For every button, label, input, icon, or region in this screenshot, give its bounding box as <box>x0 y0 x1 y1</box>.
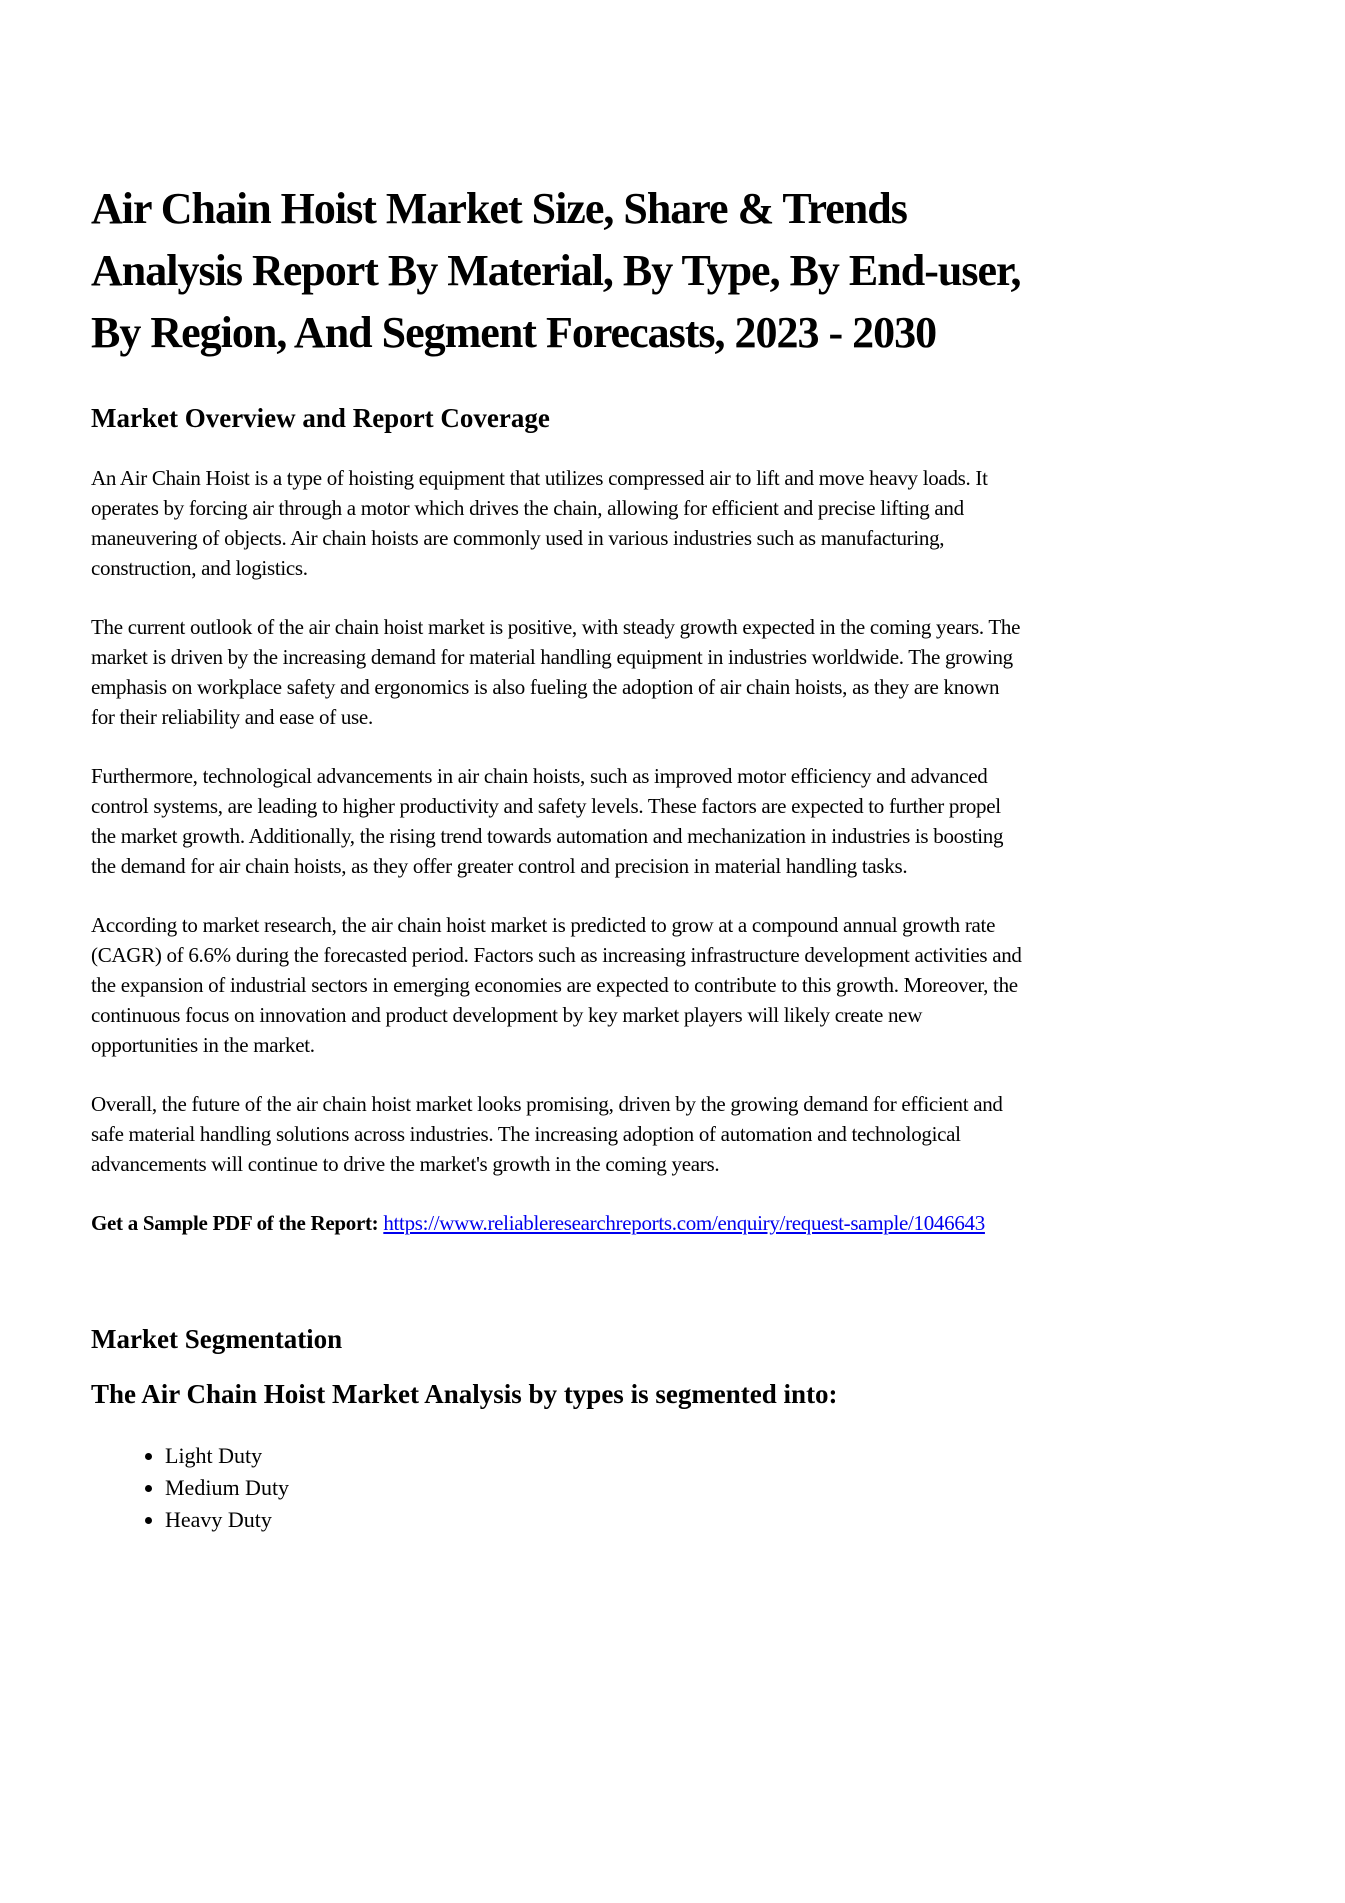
types-list <box>91 1440 1026 1536</box>
sample-report-link[interactable]: https://www.reliableresearchreports.com/enquiry/request-sample/1046643 <box>383 1211 985 1235</box>
overview-paragraph-2: The current outlook of the air chain hoist market is positive, with steady growth expected in the coming years. The market is driven by the increasing demand for material handling equipment in industries worldwide. The growing emphasis on workplace safety and ergonomics is also fueling the adoption of air chain hoists, as they are known for their reliability and ease of use. <box>91 615 1021 729</box>
overview-paragraph-5: Overall, the future of the air chain hoist market looks promising, driven by the growing demand for efficient and safe material handling solutions across industries. The increasing adoption of automation and technological advancements will continue to drive the market's growth in the coming years. <box>91 1092 1003 1176</box>
section-heading-overview: Market Overview and Report Coverage <box>91 403 550 433</box>
report-document <box>91 0 1026 1536</box>
list-item-light-duty: • Light Duty <box>165 1440 1026 1472</box>
overview-paragraph-4: According to market research, the air chain hoist market is predicted to grow at a compound annual growth rate (CAGR) of 6.6% during the forecasted period. Factors such as increasing infrastructure development activities and the expansion of industrial sectors in emerging economies are expected to contribute to this growth. Moreover, the continuous focus on innovation and product development by key market players will likely create new opportunities in the market. <box>91 913 1022 1057</box>
overview-paragraph-3: Furthermore, technological advancements in air chain hoists, such as improved motor efficiency and advanced control systems, are leading to higher productivity and safety levels. These factors are expected to further propel the market growth. Additionally, the rising trend towards automation and mechanization in industries is boosting the demand for air chain hoists, as they offer greater control and precision in material handling tasks. <box>91 764 1004 878</box>
section-heading-segmentation: Market Segmentation <box>91 1324 343 1354</box>
sample-report-line <box>91 1208 991 1238</box>
sample-report-label: Get a Sample PDF of the Report: <box>91 1211 379 1235</box>
list-item-medium-duty: • Medium Duty <box>165 1472 1026 1504</box>
overview-paragraph-1: An Air Chain Hoist is a type of hoisting equipment that utilizes compressed air to lift and move heavy loads. It operates by forcing air through a motor which drives the chain, allowing for efficient and precise lifting and maneuvering of objects. Air chain hoists are commonly used in various industries such as manufacturing, construction, and logistics. <box>91 466 988 580</box>
types-heading: The Air Chain Hoist Market Analysis by types is segmented into: <box>91 1379 838 1409</box>
list-item-heavy-duty: • Heavy Duty <box>165 1504 1026 1536</box>
page-title: Air Chain Hoist Market Size, Share & Trends Analysis Report By Material, By Type, By End-user, By Region, And Segment Forecasts, 2023 - 2030 <box>91 184 1021 357</box>
